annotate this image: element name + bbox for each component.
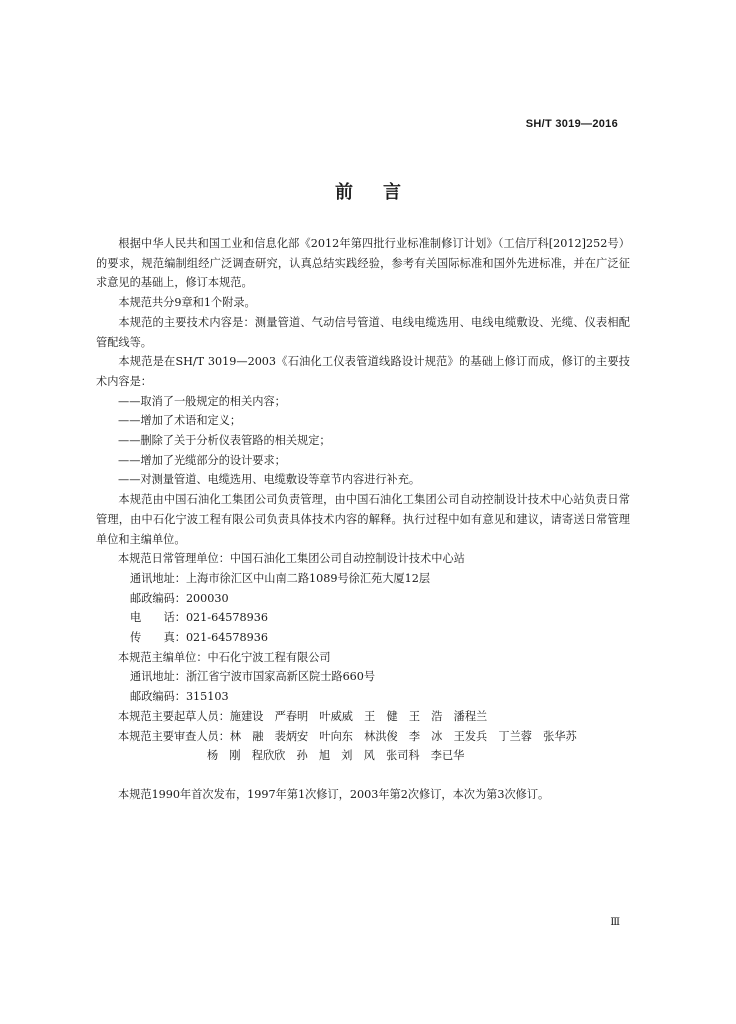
change-item: ——增加了术语和定义；	[118, 414, 242, 428]
daily-unit-address: 通讯地址：上海市徐汇区中山南二路1089号徐汇苑大厦12层	[130, 571, 431, 585]
preface-paragraph-revision: 本规范是在SH/T 3019—2003《石油化工仪表管道线路设计规范》的基础上修订而成，修订的主要技术内容是：	[96, 355, 630, 388]
change-item: ——删除了关于分析仪表管路的相关规定；	[118, 434, 331, 448]
drafters-line: 本规范主要起草人员：施建设 严春明 叶威威 王 健 王 浩 潘程兰	[118, 709, 488, 723]
daily-unit-label: 本规范日常管理单位：中国石油化工集团公司自动控制设计技术中心站	[118, 552, 465, 566]
reviewers-line-1: 本规范主要审查人员：林 融 裴炳安 叶向东 林洪俊 李 冰 王发兵 丁兰蓉 张华苏	[118, 729, 577, 743]
daily-unit-postcode: 邮政编码：200030	[130, 591, 229, 605]
history-line: 本规范1990年首次发布，1997年第1次修订，2003年第2次修订，本次为第3次修订。	[118, 787, 550, 801]
daily-unit-phone: 电 话：021-64578936	[130, 611, 269, 625]
change-item: ——取消了一般规定的相关内容；	[118, 394, 286, 408]
preface-paragraph-content: 本规范的主要技术内容是：测量管道、气动信号管道、电线电缆选用、电线电缆敷设、光缆、仪表相配管配线等。	[96, 315, 630, 349]
page-number: Ⅲ	[610, 917, 620, 928]
spacer	[96, 766, 630, 785]
daily-unit-fax: 传 真：021-64578936	[130, 631, 269, 645]
change-item: ——对测量管道、电缆选用、电缆敷设等章节内容进行补充。	[118, 473, 421, 487]
chief-unit-address: 通讯地址：浙江省宁波市国家高新区院士路660号	[130, 670, 376, 684]
preface-paragraph-structure: 本规范共分9章和1个附录。	[118, 296, 256, 310]
reviewers-line-2: 杨 刚 程欣欣 孙 旭 刘 风 张司科 李已华	[207, 749, 465, 763]
management-paragraph: 本规范由中国石油化工集团公司负责管理，由中国石油化工集团公司自动控制设计技术中心站负责日常管理，由中石化宁波工程有限公司负责具体技术内容的解释。执行过程中如有意见和建议，请寄送日常管理单位和主编单位。	[96, 493, 630, 546]
chief-unit-postcode: 邮政编码：315103	[130, 690, 229, 704]
change-item: ——增加了光缆部分的设计要求；	[118, 453, 286, 467]
preface-body	[96, 234, 630, 805]
chief-unit-label: 本规范主编单位：中石化宁波工程有限公司	[118, 650, 331, 664]
standard-code: SH/T 3019—2016	[525, 118, 618, 130]
page-title: 前言	[335, 182, 431, 203]
preface-paragraph-basis: 根据中华人民共和国工业和信息化部《2012年第四批行业标准制修订计划》（工信厅科[2012]252号）的要求，规范编制组经广泛调查研究，认真总结实践经验，参考有关国际标准和国外先进标准，并在广泛征求意见的基础上，修订本规范。	[96, 237, 630, 290]
